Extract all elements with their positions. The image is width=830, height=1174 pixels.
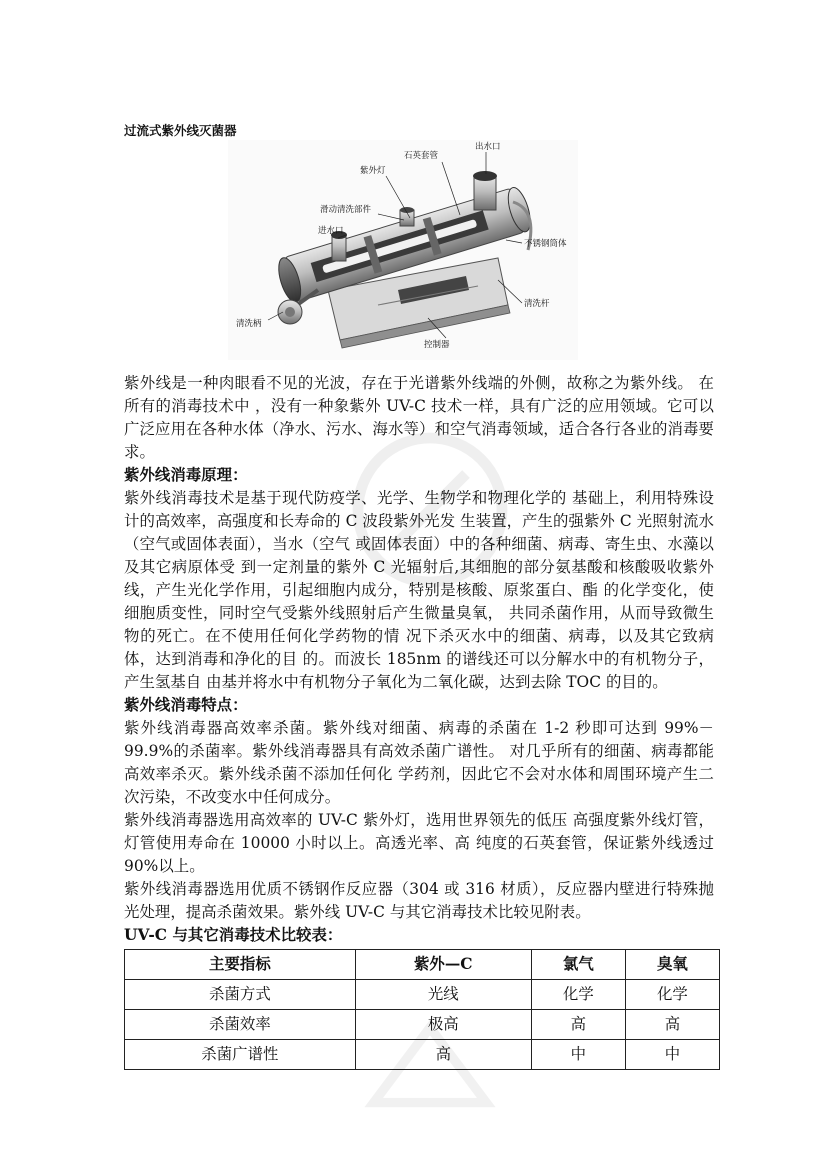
document-title: 过流式紫外线灭菌器: [124, 123, 237, 138]
table-cell: 杀菌广谱性: [125, 1040, 356, 1070]
table-row: [125, 1010, 720, 1040]
uv-sterilizer-diagram: [228, 140, 578, 360]
table-cell: 光线: [355, 980, 531, 1010]
label-uv-lamp: 紫外灯: [360, 166, 386, 176]
comparison-table: [124, 949, 720, 1070]
table-cell: 化学: [625, 980, 719, 1010]
table-row: [125, 1040, 720, 1070]
table-cell: 杀菌效率: [125, 1010, 356, 1040]
label-outlet: 出水口: [475, 142, 501, 152]
table-header-row: [125, 950, 720, 980]
principle-heading: 紫外线消毒原理：: [124, 466, 248, 484]
label-quartz-sleeve: 石英套管: [404, 151, 439, 161]
header-cell-uvc: 紫外—C: [355, 950, 531, 980]
intro-paragraph: 紫外线是一种肉眼看不见的光波，存在于光谱紫外线端的外侧，故称之为紫外线。 在所有的消毒技术中 ，没有一种象紫外 UV-C 技术一样，具有广泛的应用领域。它可以广泛应用在各种水体（净水、污水、海水等）和空气消毒领域，适合各行各业的消毒要求。: [124, 374, 714, 461]
label-controller: 控制器: [424, 340, 450, 350]
table-cell: 中: [531, 1040, 625, 1070]
table-cell: 中: [625, 1040, 719, 1070]
table-cell: 高: [355, 1040, 531, 1070]
features-paragraph: 紫外线消毒器选用高效率的 UV-C 紫外灯，选用世界领先的低压 高强度紫外线灯管，灯管使用寿命在 10000 小时以上。高透光率、高 纯度的石英套管，保证紫外线透过 90%以上。: [124, 811, 714, 875]
header-cell-ozone: 臭氧: [625, 950, 719, 980]
features-paragraph: 紫外线消毒器选用优质不锈钢作反应器（304 或 316 材质），反应器内壁进行特殊抛光处理，提高杀菌效果。紫外线 UV-C 与其它消毒技术比较见附表。: [124, 880, 714, 921]
features-heading: 紫外线消毒特点：: [124, 696, 248, 714]
features-paragraph: 紫外线消毒器高效率杀菌。紫外线对细菌、病毒的杀菌在 1-2 秒即可达到 99%－99.9%的杀菌率。紫外线消毒器具有高效杀菌广谱性。 对几乎所有的细菌、病毒都能高效率杀灭。紫外线杀菌不添加任何化 学药剂，因此它不会对水体和周围环境产生二次污染，不改变水中任何成分。: [124, 719, 714, 806]
document-body: [124, 372, 714, 1070]
table-cell: 化学: [531, 980, 625, 1010]
outlet-pipe: [473, 171, 497, 210]
label-inlet: 进水口: [318, 226, 344, 236]
table-cell: 杀菌方式: [125, 980, 356, 1010]
comparison-heading: UV-C 与其它消毒技术比较表：: [124, 926, 343, 944]
label-cleaning-handle: 清洗柄: [236, 319, 262, 329]
table-cell: 高: [531, 1010, 625, 1040]
principle-paragraph: 紫外线消毒技术是基于现代防疫学、光学、生物学和物理化学的 基础上，利用特殊设计的高效率，高强度和长寿命的 C 波段紫外光发 生装置，产生的强紫外 C 光照射流水（空气或固体表面），当水（空气 或固体表面）中的各种细菌、病毒、寄生虫、水藻以及其它病原体受 到一定剂量的紫外 C 光辐射后,其细胞的部分氨基酸和核酸吸收紫外 线，产生光化学作用，引起细胞内成分，特别是核酸、原浆蛋白、酯 的化学变化，使细胞质变性，同时空气受紫外线照射后产生微量臭氧， 共同杀菌作用，从而导致微生物的死亡。在不使用任何化学药物的情 况下杀灭水中的细菌、病毒，以及其它致病体，达到消毒和净化的目 的。而波长 185nm 的谱线还可以分解水中的有机物分子，产生氢基自 由基并将水中有机物分子氧化为二氧化碳，达到去除 TOC 的目的。: [124, 489, 714, 691]
table-row: [125, 980, 720, 1010]
header-cell-metric: 主要指标: [125, 950, 356, 980]
sliding-cleaner-knob: [400, 207, 414, 226]
table-cell: 高: [625, 1010, 719, 1040]
label-stainless-body: 不锈钢筒体: [524, 239, 567, 249]
table-cell: 极高: [355, 1010, 531, 1040]
label-sliding-cleaner: 滑动清洗部件: [320, 205, 372, 215]
header-cell-chlorine: 氯气: [531, 950, 625, 980]
uv-sterilizer-illustration: [228, 140, 578, 360]
label-cleaning-rod: 清洗杆: [524, 299, 550, 309]
